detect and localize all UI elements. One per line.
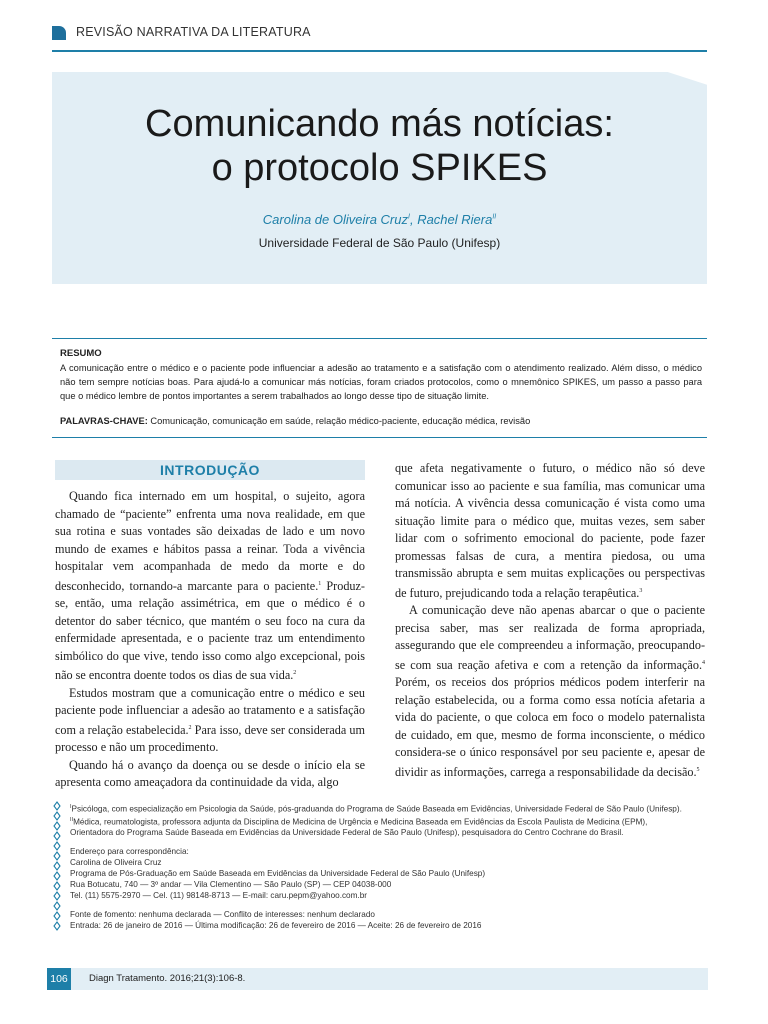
- author-separator: ,: [409, 212, 418, 227]
- author-1: Carolina de Oliveira Cruz: [262, 212, 408, 227]
- abstract-text: A comunicação entre o médico e o paciente pode influenciar a adesão ao tratamento e a satisfação com o atendimento realizado. Além disso, o médico não tem sempre notícias boas. Para ajudá-lo a comunicar más notícias, foram criados protocolos, como o mnemônico SPIKES, um passo a passo para que o médico lembre de pontos importantes a serem trabalhados ao longo desse tipo de situação limite.: [60, 363, 702, 401]
- funding-conflict: Fonte de fomento: nenhuma declarada — Conflito de interesses: nenhum declarado: [70, 910, 375, 920]
- author-2-sup: II: [492, 213, 497, 221]
- text-run: Produz-se, então, uma relação assimétrica, em que o médico é o detentor do saber técnico, que mantém o seu foco na cura da enfermidade apresentada, e o paciente traz um entendimento simbólico do que vive, tendo isso como algo excepcional, pois não se encontra doente todos os dias de sua vida.: [55, 578, 365, 683]
- footnote-1: [70, 802, 710, 815]
- paragraph: Quando há o avanço da doença ou se desde o início ela se apresenta como ameaçadora da continuidade da vida, algo: [55, 757, 365, 790]
- footnote-sup: I: [70, 804, 72, 810]
- page-footer: [47, 968, 708, 990]
- affiliation: Universidade Federal de São Paulo (Unifesp): [258, 236, 501, 250]
- text-run: que afeta negativamente o futuro, o médico não só deve comunicar isso ao paciente e sua família, mas comunicar uma má notícia. A vivência dessa comunicação é vista como uma situação limite para o médico que, muitas vezes, sem saber lidar com o sofrimento emocional do paciente, pode fazer promessas falsas de cura, a mentira piedosa, ou uma transmissão abrupta e sem muitas explicações ou perspectivas de futuro, prejudicando toda a relação terapêutica.: [395, 461, 705, 600]
- chain-decoration-icon: [52, 800, 62, 932]
- footnote-2: [70, 815, 710, 828]
- correspondence-contact: Tel. (11) 5575-2970 — Cel. (11) 98148-8713 — E-mail: caru.pepm@yahoo.com.br: [70, 891, 367, 901]
- author-1-sup: I: [408, 213, 410, 221]
- section-tab-icon: [52, 26, 66, 40]
- ref-sup: 5: [696, 766, 700, 773]
- submission-dates: Entrada: 26 de janeiro de 2016 — Última modificação: 26 de fevereiro de 2016 — Aceite: 26 de fevereiro de 2016: [70, 921, 482, 931]
- text-run: Quando fica internado em um hospital, o sujeito, agora chamado de “paciente” enfrenta uma nova realidade, em que sua rotina e suas vontades são deixadas de lado e um novo mundo de exames e hábitos passa a reinar. Toda a vivência hospitalar vem acompanhada de medo da morte e do desconhecido, tornando-a marcante para o paciente.: [55, 489, 365, 593]
- footnote-text: Psicóloga, com especialização em Psicologia da Saúde, pós-graduanda do Programa de Saúde Baseada em Evidências, Universidade Federal de São Paulo (Unifesp).: [71, 804, 682, 814]
- abstract-heading: RESUMO: [60, 348, 102, 359]
- paragraph: [395, 602, 705, 781]
- ref-sup: 2: [188, 724, 192, 731]
- column-right: [395, 460, 705, 781]
- footnotes: [70, 802, 710, 931]
- text-run: A comunicação deve não apenas abarcar o que o paciente precisa saber, mas ser realizada de forma apropriada, assegurando que ele compreendeu a informação, preocupando-se com sua reação afetiva e com a retenção da informação.: [395, 603, 705, 672]
- keywords: [60, 416, 702, 426]
- paragraph: [55, 685, 365, 757]
- page-number: 106: [47, 968, 71, 990]
- author-2: Rachel Riera: [417, 212, 493, 227]
- ref-sup: 4: [702, 659, 705, 666]
- footnote-2-cont: Orientadora do Programa Saúde Baseada em Evidências da Universidade Federal de São Paulo (Unifesp), pesquisadora do Centro Cochrane do Brasil.: [70, 828, 624, 838]
- section-label: REVISÃO NARRATIVA DA LITERATURA: [76, 25, 311, 39]
- title-line-2: o protocolo SPIKES: [211, 147, 548, 189]
- ref-sup: 2: [293, 670, 297, 677]
- ref-sup: 3: [639, 587, 643, 594]
- footnote-sup: II: [70, 816, 74, 823]
- column-left: [55, 488, 365, 792]
- text-run: Para isso, deve ser considerada um processo e não um procedimento.: [55, 722, 365, 755]
- text-run: Estudos mostram que a comunicação entre o médico e seu paciente pode influenciar a adesão ao tratamento e a satisfação com a relação estabelecida.: [55, 685, 365, 737]
- correspondence-address: Rua Botucatu, 740 — 3º andar — Vila Clementino — São Paulo (SP) — CEP 04038-000: [70, 880, 392, 890]
- paragraph: [395, 460, 705, 602]
- correspondence-program: Programa de Pós-Graduação em Saúde Baseada em Evidências da Universidade Federal de São Paulo (Unifesp): [70, 869, 486, 879]
- correspondence-label: Endereço para correspondência:: [70, 847, 189, 857]
- ref-sup: 1: [318, 580, 322, 587]
- correspondence-name: Carolina de Oliveira Cruz: [70, 858, 162, 868]
- paragraph: [55, 488, 365, 685]
- text-run: Porém, os receios dos próprios médicos podem interferir na relação estabelecida, ou a forma como essa notícia afetaria a vida do paciente, o que coloca em foco o modelo paternalista de cuidado, em que, mesmo de forma inconsciente, o médico considera-se o único responsável por seu paciente e, apesar de dividir as informações, carrega a responsabilidade da decisão.: [395, 675, 705, 779]
- citation: Diagn Tratamento. 2016;21(3):106-8.: [89, 973, 246, 984]
- article-title: [52, 102, 707, 190]
- footnote-text: Médica, reumatologista, professora adjunta da Disciplina de Medicina de Urgência e Medicina Baseada em Evidências da Escola Paulista de Medicina (EPM),: [73, 817, 648, 827]
- intro-heading: INTRODUÇÃO: [55, 460, 365, 480]
- author-list: [52, 212, 707, 227]
- title-line-1: Comunicando más notícias:: [145, 103, 614, 145]
- abstract-box: [52, 338, 707, 438]
- section-header: [52, 24, 707, 52]
- keywords-label: PALAVRAS-CHAVE:: [60, 416, 148, 426]
- keywords-text: Comunicação, comunicação em saúde, relação médico-paciente, educação médica, revisão: [150, 416, 531, 426]
